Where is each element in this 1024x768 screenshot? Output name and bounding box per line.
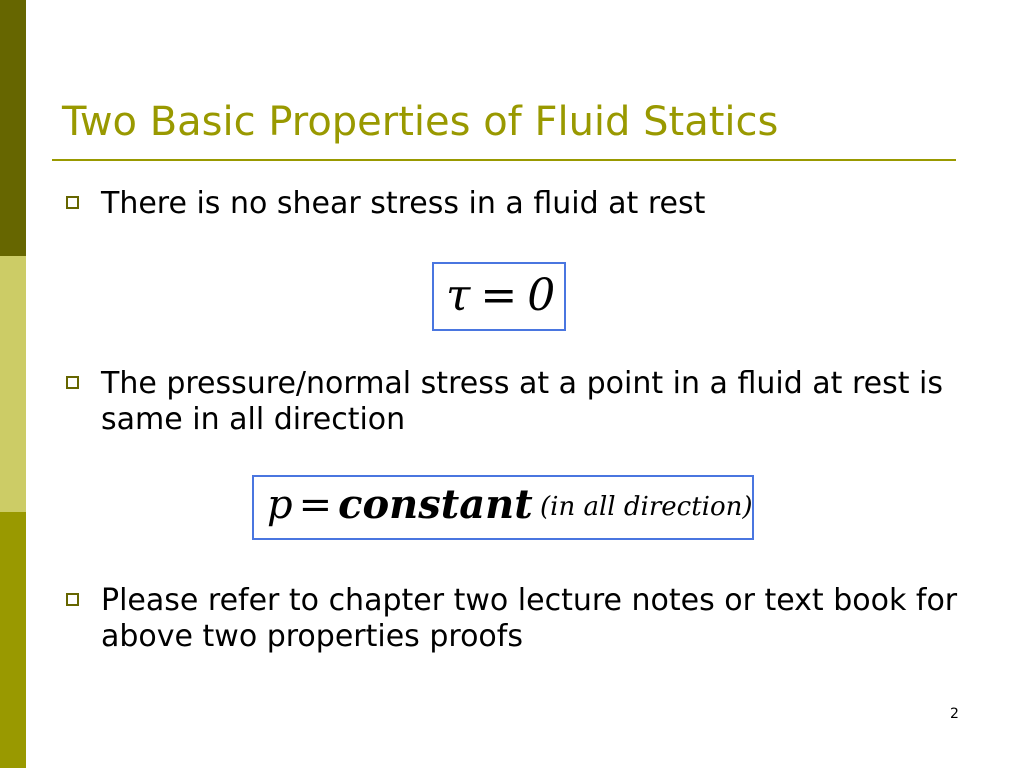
equation-rhs: constant [338,481,533,528]
side-accent-bar [0,0,26,768]
bullet-text: There is no shear stress in a fluid at rest [101,186,706,221]
hollow-square-icon [66,593,79,606]
shear-equation [446,270,556,321]
equation-operator: = [298,482,333,528]
equation-lhs: τ [446,270,471,321]
slide-title: Two Basic Properties of Fluid Statics [62,99,779,145]
pressure-equation-box [252,475,754,540]
bullet-text: Please refer to chapter two lecture notes or text book for above two properties proofs [101,583,958,654]
side-bar-segment-light [0,256,26,512]
hollow-square-icon [66,376,79,389]
side-bar-segment-olive [0,512,26,768]
side-bar-segment-dark [0,0,26,256]
equation-note: (in all direction) [540,492,753,522]
shear-equation-box [432,262,566,331]
equation-rhs: 0 [527,270,556,321]
page-number: 2 [950,706,959,722]
hollow-square-icon [66,196,79,209]
pressure-equation [267,481,533,528]
title-divider [52,159,956,161]
bullet-text: The pressure/normal stress at a point in a fluid at rest is same in all direction [101,366,943,437]
equation-operator: = [480,270,518,321]
equation-lhs: p [267,482,293,528]
